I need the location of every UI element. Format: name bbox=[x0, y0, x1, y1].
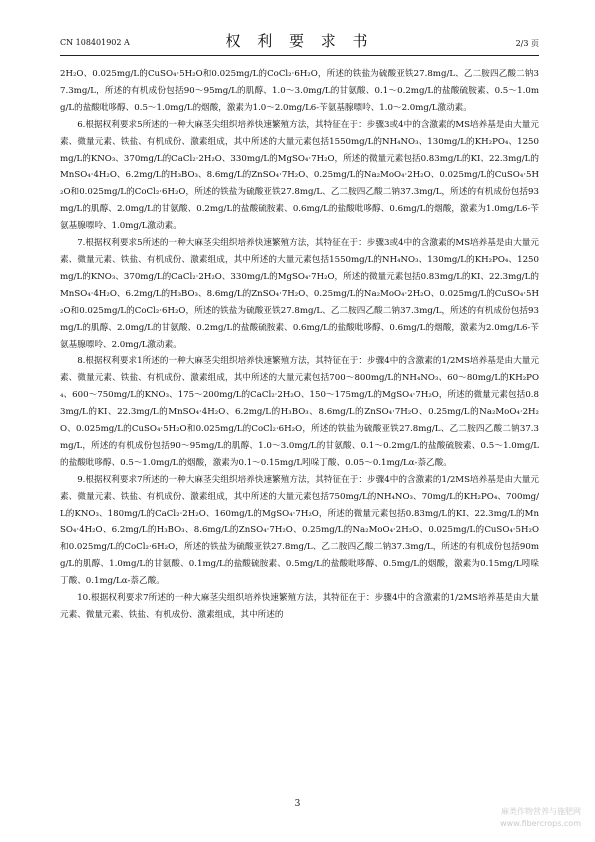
header-rule bbox=[60, 55, 539, 56]
claim-10: 10.根据权利要求7所述的一种大麻茎尖组织培养快速繁殖方法，其特征在于：步骤4中的含激素的1/2MS培养基是由大量元素、微量元素、铁盐、有机成份、激素组成，其中所述的 bbox=[60, 593, 539, 620]
claim-9: 9.根据权利要求7所述的一种大麻茎尖组织培养快速繁殖方法，其特征在于：步骤4中的含激素的1/2MS培养基是由大量元素、微量元素、铁盐、有机成份、激素组成，其中所述的大量元素包括750mg/L的NH₄NO₃、70mg/L的KH₂PO₄、700mg/L的KNO₃、180mg/L的CaCl₂·2H₂O、160mg/L的MgSO₄·7H₂O，所述的微量元素包括0.83mg/L的KI、22.3mg/L的MnSO₄·4H₂O、6.2mg/L的H₃BO₃、8.6mg/L的ZnSO₄·7H₂O、0.25mg/L的Na₂MoO₄·2H₂O、0.025mg/L的CuSO₄·5H₂O和0.025mg/L的CoCl₂·6H₂O，所述的铁盐为硫酸亚铁27.8mg/L、乙二胺四乙酸二钠37.3mg/L，所述的有机成份包括90mg/L的肌醇、1.0mg/L的甘氨酸、0.1mg/L的盐酸硫胺素、0.5mg/L的盐酸吡哆醇、0.5mg/L的烟酸，激素为0.15mg/L吲哚丁酸、0.1mg/Lα-萘乙酸。 bbox=[60, 474, 539, 587]
site-watermark bbox=[500, 806, 581, 830]
page-header bbox=[60, 30, 539, 52]
claim-6: 6.根据权利要求5所述的一种大麻茎尖组织培养快速繁殖方法，其特征在于：步骤3或4中的含激素的MS培养基是由大量元素、微量元素、铁盐、有机成份、激素组成，其中所述的大量元素包括1550mg/L的NH₄NO₃、130mg/L的KH₂PO₄、1250mg/L的KNO₃、370mg/L的CaCl₂·2H₂O、330mg/L的MgSO₄·7H₂O，所述的微量元素包括0.83mg/L的KI、22.3mg/L的MnSO₄·4H₂O、6.2mg/L的H₃BO₃、8.6mg/L的ZnSO₄·7H₂O、0.25mg/L的Na₂MoO₄·2H₂O、0.025mg/L的CuSO₄·5H₂O和0.025mg/L的CoCl₂·6H₂O，所述的铁盐为硫酸亚铁27.8mg/L、乙二胺四乙酸二钠37.3mg/L，所述的有机成份包括93mg/L的肌醇、2.0mg/L的甘氨酸、0.2mg/L的盐酸硫胺素、0.6mg/L的盐酸吡哆醇、0.6mg/L的烟酸，激素为1.0mg/L6-苄氨基腺嘌呤、1.0mg/L激动素。 bbox=[60, 119, 539, 232]
page-number: 3 bbox=[294, 799, 301, 809]
page-indicator: 2/3 页 bbox=[515, 39, 539, 48]
watermark-site-name: 麻类作物营养与施肥网 bbox=[501, 807, 581, 816]
claims-body bbox=[60, 66, 539, 624]
page-title: 权 利 要 求 书 bbox=[225, 32, 374, 50]
watermark-url: www.fibercrops.com bbox=[500, 819, 581, 828]
claim-continuation: 2H₂O、0.025mg/L的CuSO₄·5H₂O和0.025mg/L的CoCl₂·6H₂O，所述的铁盐为硫酸亚铁27.8mg/L、乙二胺四乙酸二钠37.3mg/L，所述的有机成份包括90～95mg/L的肌醇、1.0～3.0mg/L的甘氨酸、0.1～0.2mg/L的盐酸硫胺素、0.5～1.0mg/L的盐酸吡哆醇、0.5～1.0mg/L的烟酸，激素为1.0～2.0mg/L6-苄氨基腺嘌呤、1.0～2.0mg/L激动素。 bbox=[60, 69, 539, 113]
patent-number: CN 108401902 A bbox=[60, 38, 130, 47]
claim-8: 8.根据权利要求1所述的一种大麻茎尖组织培养快速繁殖方法，其特征在于：步骤4中的含激素的1/2MS培养基是由大量元素、微量元素、铁盐、有机成份、激素组成，其中所述的大量元素包括700～800mg/L的NH₄NO₃、60～80mg/L的KH₂PO₄、600～750mg/L的KNO₃、175～200mg/L的CaCl₂·2H₂O、150～175mg/L的MgSO₄·7H₂O，所述的微量元素包括0.83mg/L的KI、22.3mg/L的MnSO₄·4H₂O、6.2mg/L的H₃BO₃、8.6mg/L的ZnSO₄·7H₂O、0.25mg/L的Na₂MoO₄·2H₂O、0.025mg/L的CuSO₄·5H₂O和0.025mg/L的CoCl₂·6H₂O，所述的铁盐为硫酸亚铁27.8mg/L、乙二胺四乙酸二钠37.3mg/L，所述的有机成份包括90～95mg/L的肌醇、1.0～3.0mg/L的甘氨酸、0.1～0.2mg/L的盐酸硫胺素、0.5～1.0mg/L的盐酸吡哆醇、0.5～1.0mg/L的烟酸，激素为0.1～0.15mg/L吲哚丁酸、0.05～0.1mg/Lα-萘乙酸。 bbox=[60, 356, 539, 468]
claim-7: 7.根据权利要求5所述的一种大麻茎尖组织培养快速繁殖方法，其特征在于：步骤3或4中的含激素的MS培养基是由大量元素、微量元素、铁盐、有机成份、激素组成，其中所述的大量元素包括1550mg/L的NH₄NO₃、130mg/L的KH₂PO₄、1250mg/L的KNO₃、370mg/L的CaCl₂·2H₂O、330mg/L的MgSO₄·7H₂O，所述的微量元素包括0.83mg/L的KI、22.3mg/L的MnSO₄·4H₂O、6.2mg/L的H₃BO₃、8.6mg/L的ZnSO₄·7H₂O、0.25mg/L的Na₂MoO₄·2H₂O、0.025mg/L的CuSO₄·5H₂O和0.025mg/L的CoCl₂·6H₂O，所述的铁盐为硫酸亚铁27.8mg/L、乙二胺四乙酸二钠37.3mg/L，所述的有机成份包括93mg/L的肌醇、2.0mg/L的甘氨酸、0.2mg/L的盐酸硫胺素、0.6mg/L的盐酸吡哆醇、0.6mg/L的烟酸，激素为2.0mg/L6-苄氨基腺嘌呤、2.0mg/L激动素。 bbox=[60, 238, 539, 350]
